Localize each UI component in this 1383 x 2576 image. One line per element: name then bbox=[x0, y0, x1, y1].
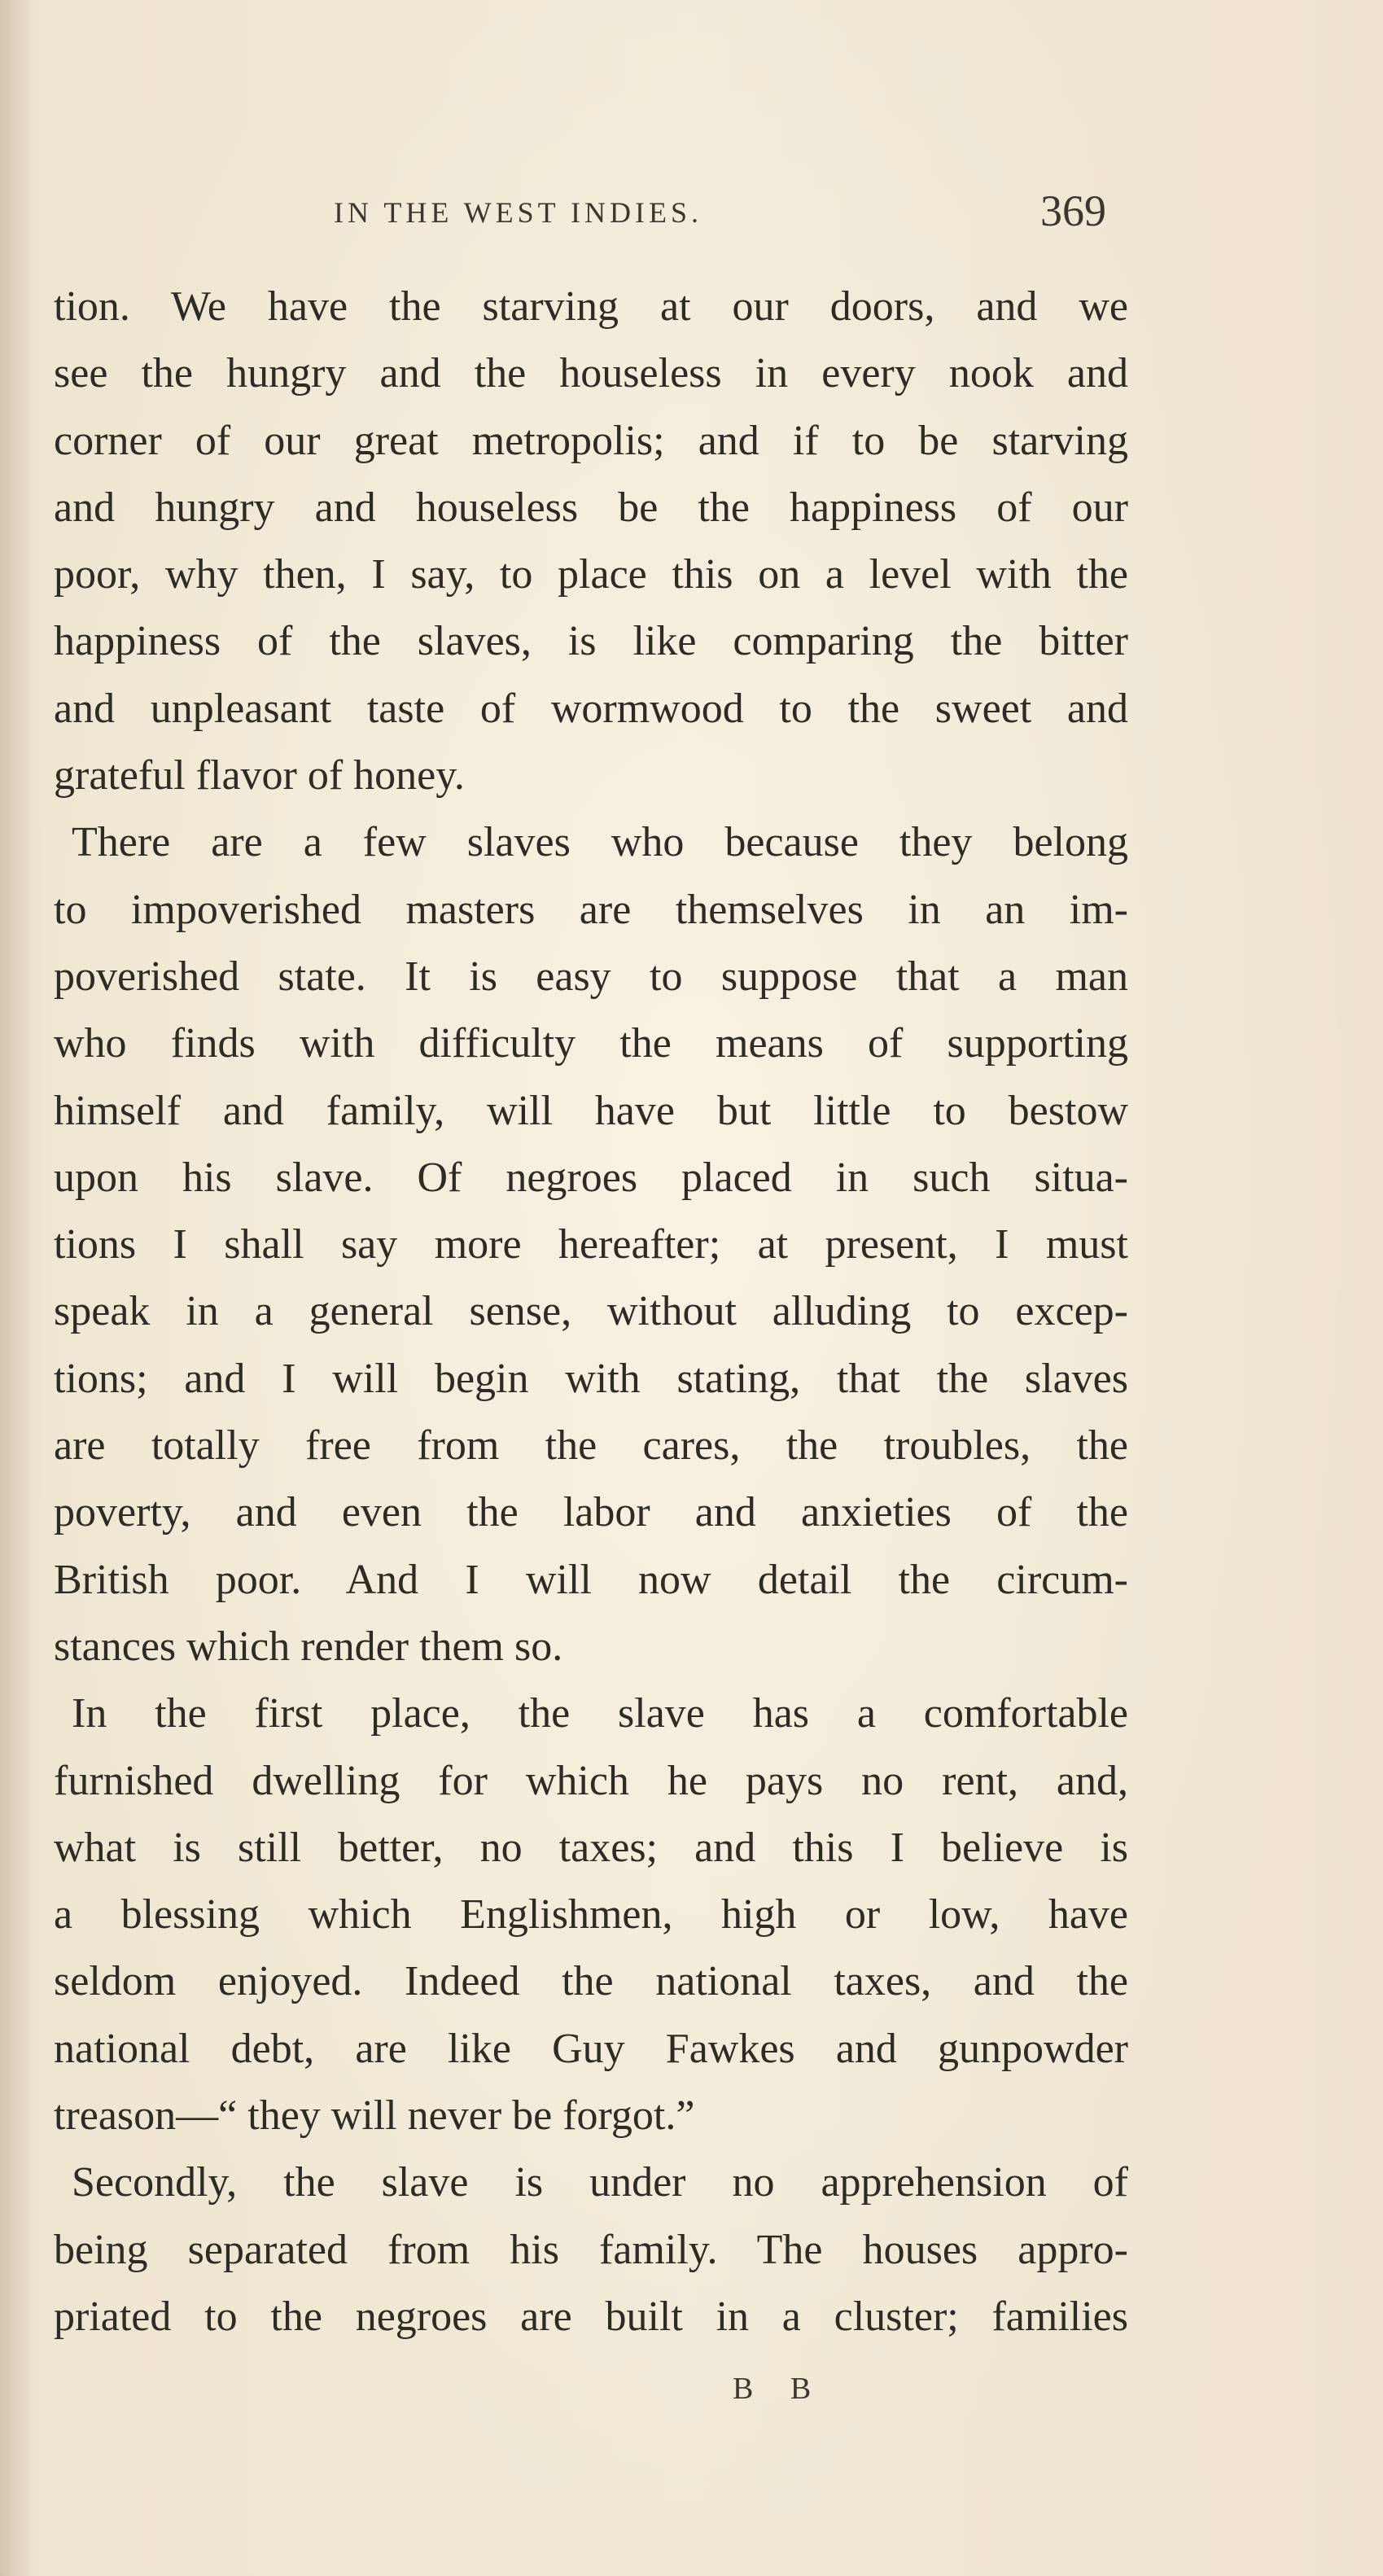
text-line: national debt, are like Guy Fawkes and gunpowder bbox=[54, 2025, 1128, 2072]
text-line: tions; and I will begin with stating, that the slaves bbox=[54, 1355, 1128, 1402]
signature-mark: B B bbox=[733, 2372, 826, 2406]
text-line: grateful flavor of honey. bbox=[54, 752, 465, 800]
text-line: British poor. And I will now detail the circum- bbox=[54, 1556, 1128, 1603]
running-head: IN THE WEST INDIES. bbox=[334, 196, 702, 229]
text-line: upon his slave. Of negroes placed in such situa- bbox=[54, 1154, 1128, 1201]
text-line: himself and family, will have but little to bestow bbox=[54, 1087, 1128, 1134]
page-header bbox=[0, 186, 1383, 243]
text-line: tions I shall say more hereafter; at present, I must bbox=[54, 1221, 1128, 1268]
text-line: what is still better, no taxes; and this I believe is bbox=[54, 1824, 1128, 1871]
text-line: poverty, and even the labor and anxieties of the bbox=[54, 1489, 1128, 1536]
text-line: a blessing which Englishmen, high or low, have bbox=[54, 1891, 1128, 1939]
text-line: priated to the negroes are built in a cluster; families bbox=[54, 2293, 1128, 2340]
text-line: seldom enjoyed. Indeed the national taxes, and the bbox=[54, 1958, 1128, 2005]
text-line: are totally free from the cares, the troubles, the bbox=[54, 1422, 1128, 1470]
text-line: and hungry and houseless be the happiness of our bbox=[54, 484, 1128, 531]
text-line: tion. We have the starving at our doors, and we bbox=[54, 283, 1128, 330]
gutter-shadow bbox=[0, 0, 33, 2576]
body-text bbox=[54, 274, 1128, 2350]
text-line: who finds with difficulty the means of supporting bbox=[54, 1020, 1128, 1067]
text-line: and unpleasant taste of wormwood to the sweet and bbox=[54, 685, 1128, 732]
text-line: furnished dwelling for which he pays no rent, and, bbox=[54, 1757, 1128, 1804]
page-number: 369 bbox=[1040, 186, 1106, 235]
text-line: happiness of the slaves, is like comparing the bitter bbox=[54, 618, 1128, 665]
text-line: see the hungry and the houseless in every nook and bbox=[54, 350, 1128, 397]
text-line: being separated from his family. The houses appro- bbox=[54, 2226, 1128, 2273]
text-line: to impoverished masters are themselves in an im- bbox=[54, 886, 1128, 933]
text-line: Secondly, the slave is under no apprehension of bbox=[72, 2159, 1128, 2206]
text-line: In the first place, the slave has a comfortable bbox=[72, 1690, 1128, 1737]
text-line: corner of our great metropolis; and if to be starving bbox=[54, 417, 1128, 464]
text-line: There are a few slaves who because they belong bbox=[72, 819, 1128, 866]
text-line: speak in a general sense, without alluding to excep- bbox=[54, 1288, 1128, 1335]
text-line: poor, why then, I say, to place this on a level with the bbox=[54, 551, 1128, 598]
text-line: stances which render them so. bbox=[54, 1623, 563, 1670]
text-line: treason—“ they will never be forgot.” bbox=[54, 2092, 695, 2140]
text-line: poverished state. It is easy to suppose that a man bbox=[54, 953, 1128, 1000]
